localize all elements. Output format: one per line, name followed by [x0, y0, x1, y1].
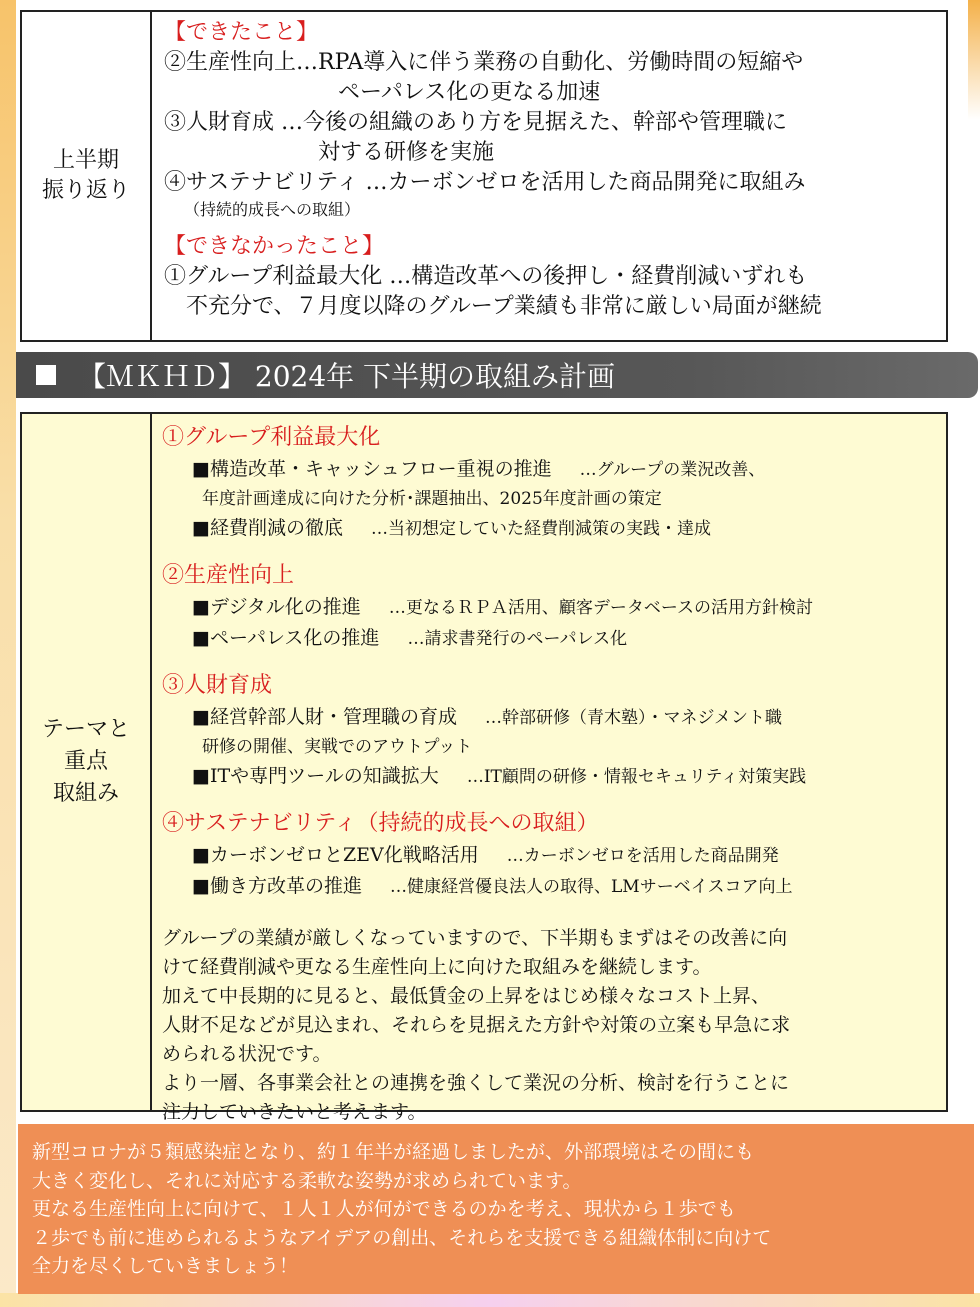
plan-item-desc: …当初想定していた経費削減策の実践・達成 — [371, 519, 711, 539]
plan-item-sub: 研修の開催、実戦でのアウトプット — [202, 737, 473, 757]
footer-line: 全力を尽くしていきましょう！ — [32, 1255, 299, 1277]
closing-message-box — [18, 1124, 974, 1294]
plan-item — [162, 761, 946, 792]
plan-label-line3: 取組み — [52, 781, 119, 806]
summary-line: められる状況です。 — [162, 1043, 332, 1065]
review-label-line2: 振り返り — [41, 178, 130, 203]
summary-line: 人財不足などが見込まれ、それらを見据えた方針や対策の立案も早急に求 — [162, 1014, 791, 1036]
plan-item-desc: …カーボンゼロを活用した商品開発 — [506, 846, 779, 866]
done-line: ③人財育成 …今後の組織のあり方を見据えた、幹部や管理職に — [164, 110, 787, 135]
done-heading: 【できたこと】 — [164, 20, 319, 45]
second-half-plan-table — [20, 412, 948, 1123]
done-line: 対する研修を実施 — [318, 140, 495, 165]
review-label-line1: 上半期 — [52, 148, 119, 173]
summary-line: グループの業績が厳しくなっていますので、下半期もまずはその改善に向 — [162, 927, 788, 949]
done-note: （持続的成長への取組） — [184, 200, 361, 219]
plan-item-main: ■デジタル化の推進 — [192, 596, 361, 618]
plan-item-main: ■ペーパレス化の推進 — [192, 627, 380, 649]
plan-item-main: ■働き方改革の推進 — [192, 875, 362, 897]
footer-line: 大きく変化し、それに対応する柔軟な姿勢が求められています。 — [32, 1169, 582, 1192]
done-line: ④サステナビリティ …カーボンゼロを活用した商品開発に取組み — [164, 170, 806, 195]
plan-item — [162, 454, 946, 485]
category-title: ③人財育成 — [162, 673, 273, 698]
plan-label-line2: 重点 — [63, 749, 108, 774]
plan-summary — [162, 924, 946, 1127]
summary-line: けて経費削減や更なる生産性向上に向けた取組みを継続します。 — [162, 956, 712, 978]
plan-item-main: ■構造改革・キャッシュフロー重視の推進 — [192, 458, 552, 480]
footer-line: 新型コロナが５類感染症となり、約１年半が経過しましたが、外部環境はその間にも — [32, 1141, 755, 1163]
plan-item-desc: …健康経営優良法人の取得、LMサーベイスコア向上 — [390, 877, 793, 897]
not-done-line: ①グループ利益最大化 …構造改革への後押し・経費削減いずれも — [164, 264, 808, 289]
not-done-line: 不充分で、７月度以降のグループ業績も非常に厳しい局面が継続 — [186, 294, 822, 319]
summary-line: 注力していきたいと考えます。 — [162, 1101, 427, 1123]
plan-item — [162, 592, 946, 623]
plan-item — [162, 513, 946, 544]
plan-item — [162, 623, 946, 654]
plan-item-main: ■経営幹部人財・管理職の育成 — [192, 706, 457, 728]
plan-item — [162, 871, 946, 902]
review-content-cell — [152, 12, 946, 340]
plan-item — [162, 702, 946, 733]
bottom-gradient-border — [0, 1293, 980, 1307]
summary-line: より一層、各事業会社との連携を強くして業況の分析、検討を行うことに — [162, 1072, 790, 1094]
plan-item-desc: …グループの業況改善、 — [579, 460, 766, 480]
plan-item-desc: …更なるＲＰＡ活用、顧客データベースの活用方針検討 — [388, 598, 814, 618]
footer-line: ２歩でも前に進められるようなアイデアの創出、それらを支援できる組織体制に向けて — [32, 1226, 772, 1249]
footer-line: 更なる生産性向上に向けて、１人１人が何ができるのかを考え、現状から１歩でも — [32, 1198, 736, 1220]
first-half-review-table — [20, 10, 948, 342]
plan-label-line1: テーマと — [41, 717, 130, 742]
plan-item-desc: …幹部研修（青木塾）・マネジメント職 — [485, 708, 782, 728]
section-heading-text: 【ＭＫＨＤ】 2024年 下半期の取組み計画 — [78, 360, 616, 393]
square-bullet-icon — [36, 365, 56, 385]
plan-item-desc: …請求書発行のペーパレス化 — [407, 629, 628, 649]
plan-item-sub: 年度計画達成に向けた分析･課題抽出、2025年度計画の策定 — [202, 489, 662, 509]
done-line: ②生産性向上…RPA導入に伴う業務の自動化、労働時間の短縮や — [164, 50, 804, 75]
plan-content-cell — [152, 414, 946, 1123]
category-title: ①グループ利益最大化 — [162, 425, 381, 450]
plan-item-main: ■カーボンゼロとZEV化戦略活用 — [192, 844, 479, 866]
section-heading-bar — [16, 352, 978, 398]
right-gradient-accent — [968, 0, 980, 120]
summary-line: 加えて中長期的に見ると、最低賃金の上昇をはじめ様々なコスト上昇、 — [162, 985, 771, 1007]
plan-label-cell — [22, 414, 152, 1110]
review-label-cell — [22, 12, 152, 340]
plan-item-main: ■経費削減の徹底 — [192, 517, 343, 539]
plan-item-main: ■ITや専門ツールの知識拡大 — [192, 765, 439, 787]
done-line: ペーパレス化の更なる加速 — [338, 80, 601, 105]
category-title: ④サステナビリティ（持続的成長への取組） — [162, 811, 599, 836]
category-title: ②生産性向上 — [162, 563, 295, 588]
plan-item-desc: …IT顧問の研修・情報セキュリティ対策実践 — [466, 767, 807, 787]
left-gradient-border — [0, 0, 16, 1307]
plan-item — [162, 840, 946, 871]
not-done-heading: 【できなかったこと】 — [164, 234, 385, 259]
